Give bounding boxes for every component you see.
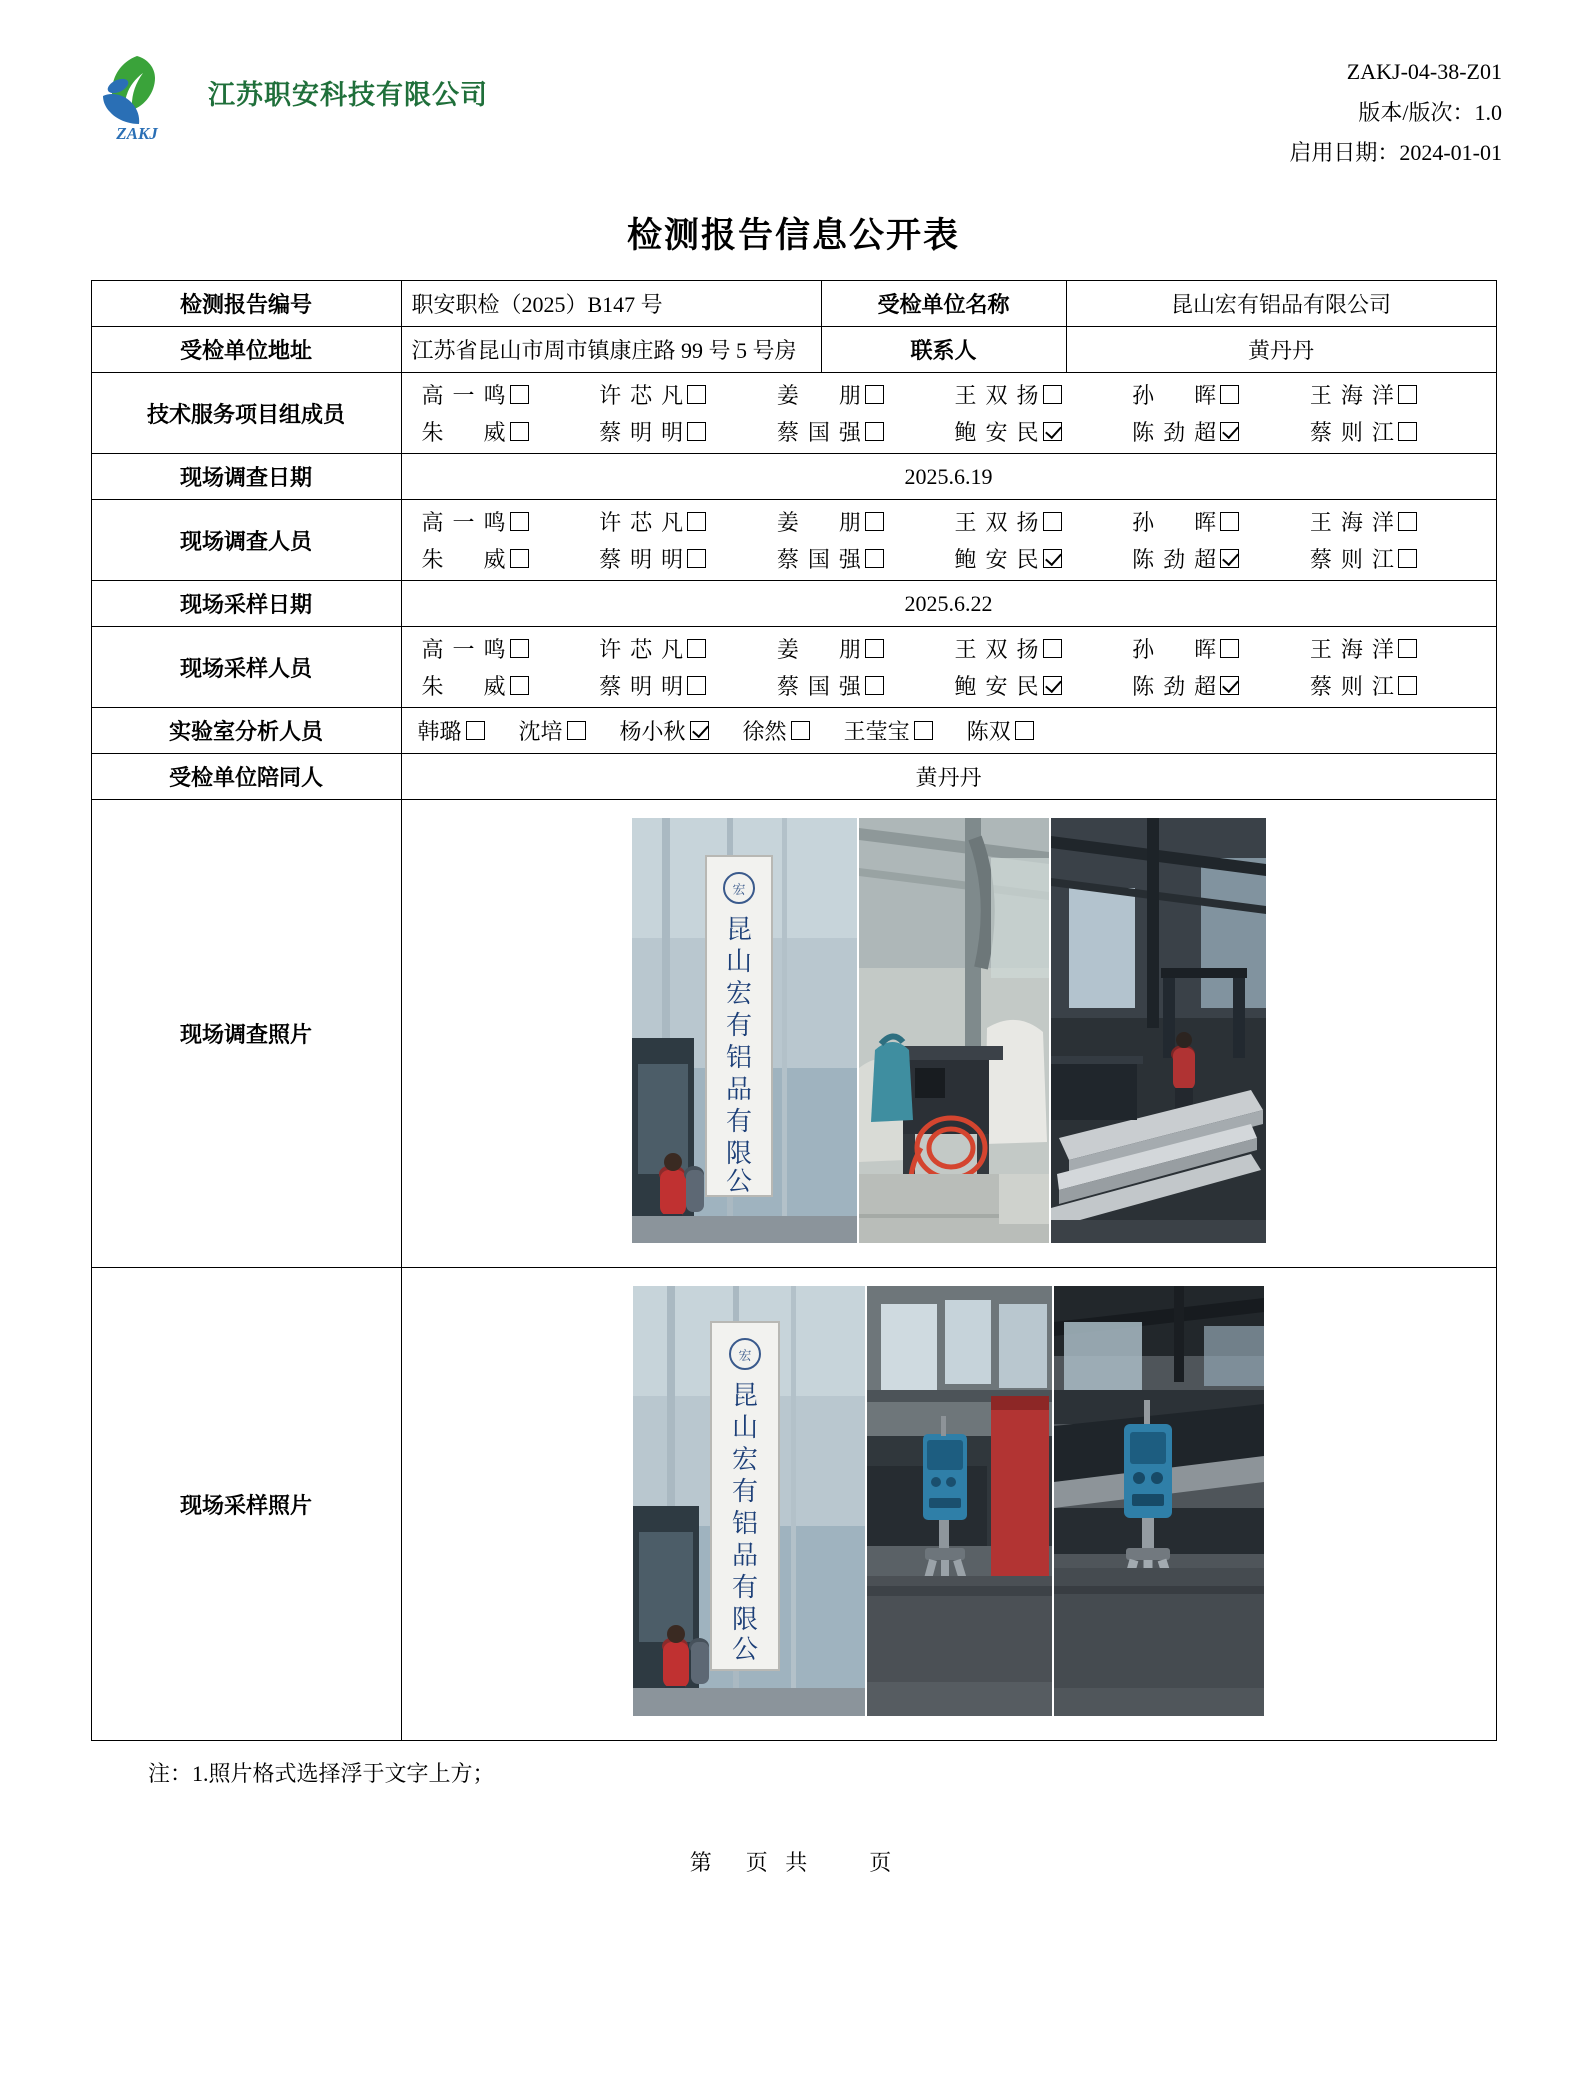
checkbox[interactable] <box>1220 639 1239 658</box>
checkbox[interactable] <box>1398 549 1417 568</box>
sampling-photo-strip <box>412 1278 1486 1730</box>
sampling-people-label: 现场采样人员 <box>91 627 401 708</box>
person-name: 蔡则江 <box>1309 420 1394 446</box>
svg-text:山: 山 <box>725 947 752 977</box>
checkbox[interactable] <box>510 512 529 531</box>
svg-text:有: 有 <box>725 1107 752 1137</box>
checkbox[interactable] <box>1043 639 1062 658</box>
person-checkbox-item[interactable] <box>418 715 485 746</box>
checkbox[interactable] <box>865 549 884 568</box>
table-row <box>91 708 1496 754</box>
person-checkbox-item[interactable] <box>1310 543 1488 574</box>
person-checkbox-item[interactable] <box>599 416 777 447</box>
person-name: 高一鸣 <box>421 510 506 536</box>
footer-note: 注：1.照片格式选择浮于文字上方； <box>148 1761 495 1787</box>
table-row <box>91 281 1496 327</box>
sampling-people-grid <box>402 631 1496 703</box>
svg-text:有: 有 <box>731 1573 759 1603</box>
person-name: 杨小秋 <box>619 719 686 745</box>
checkbox[interactable] <box>567 721 586 740</box>
person-checkbox-item[interactable] <box>1132 543 1310 574</box>
team-members-cell <box>401 373 1496 454</box>
person-name: 鲍安民 <box>954 420 1039 446</box>
person-name: 许芯凡 <box>599 637 684 663</box>
survey-photo-strip <box>412 810 1486 1257</box>
checkbox[interactable] <box>1043 512 1062 531</box>
checkbox[interactable] <box>510 549 529 568</box>
photo-factory-sign <box>632 818 857 1249</box>
client-name-label: 受检单位名称 <box>821 281 1066 327</box>
checkbox[interactable] <box>687 385 706 404</box>
lab-people-list <box>402 715 1496 746</box>
person-checkbox-item[interactable] <box>743 715 810 746</box>
person-checkbox-item[interactable] <box>1132 416 1310 447</box>
checkbox[interactable] <box>1220 549 1239 568</box>
checkbox[interactable] <box>687 676 706 695</box>
svg-text:宏: 宏 <box>731 1445 759 1475</box>
svg-text:宏: 宏 <box>725 979 752 1009</box>
person-checkbox-item[interactable] <box>955 633 1133 664</box>
person-checkbox-item[interactable] <box>599 543 777 574</box>
contact-label: 联系人 <box>821 327 1066 373</box>
person-checkbox-item[interactable] <box>1310 670 1488 701</box>
person-checkbox-item[interactable] <box>422 379 600 410</box>
person-checkbox-item[interactable] <box>1132 379 1310 410</box>
checkbox[interactable] <box>687 639 706 658</box>
photo-sampler-tripod-1 <box>867 1286 1052 1722</box>
person-checkbox-item[interactable] <box>422 543 600 574</box>
checkbox[interactable] <box>1220 512 1239 531</box>
sampling-people-cell <box>401 627 1496 708</box>
person-name: 许芯凡 <box>599 510 684 536</box>
person-name: 王双扬 <box>954 383 1039 409</box>
person-checkbox-item[interactable] <box>1132 506 1310 537</box>
checkbox[interactable] <box>865 422 884 441</box>
person-name: 陈双 <box>966 719 1011 745</box>
person-checkbox-item[interactable] <box>422 506 600 537</box>
lab-label: 实验室分析人员 <box>91 708 401 754</box>
checkbox[interactable] <box>510 385 529 404</box>
client-name-value: 昆山宏有铝品有限公司 <box>1066 281 1496 327</box>
svg-text:ZAKJ: ZAKJ <box>116 124 158 143</box>
person-name: 蔡明明 <box>599 547 684 573</box>
checkbox[interactable] <box>1043 422 1062 441</box>
checkbox[interactable] <box>1398 385 1417 404</box>
person-name: 陈劲超 <box>1132 547 1217 573</box>
checkbox[interactable] <box>1220 422 1239 441</box>
person-checkbox-item[interactable] <box>599 670 777 701</box>
report-no-label: 检测报告编号 <box>91 281 401 327</box>
person-name: 朱 威 <box>421 547 506 573</box>
checkbox[interactable] <box>1043 549 1062 568</box>
person-name: 蔡国强 <box>776 674 861 700</box>
person-checkbox-item[interactable] <box>1310 506 1488 537</box>
checkbox[interactable] <box>687 422 706 441</box>
person-checkbox-item[interactable] <box>844 715 933 746</box>
document-header <box>60 30 1527 174</box>
checkbox[interactable] <box>865 512 884 531</box>
person-name: 蔡国强 <box>776 420 861 446</box>
svg-text:公: 公 <box>725 1167 752 1197</box>
table-row <box>91 373 1496 454</box>
person-checkbox-item[interactable] <box>955 416 1133 447</box>
svg-text:铝: 铝 <box>731 1509 759 1539</box>
survey-photos-label: 现场调查照片 <box>91 800 401 1268</box>
person-name: 韩璐 <box>417 719 462 745</box>
checkbox[interactable] <box>1220 385 1239 404</box>
person-checkbox-item[interactable] <box>620 715 709 746</box>
person-name: 高一鸣 <box>421 637 506 663</box>
person-checkbox-item[interactable] <box>519 715 586 746</box>
person-name: 蔡则江 <box>1309 547 1394 573</box>
sampling-date-label: 现场采样日期 <box>91 581 401 627</box>
info-table <box>91 280 1497 1741</box>
checkbox[interactable] <box>1398 422 1417 441</box>
person-name: 姜 朋 <box>776 637 861 663</box>
checkbox[interactable] <box>1043 676 1062 695</box>
checkbox[interactable] <box>1398 512 1417 531</box>
person-name: 蔡明明 <box>599 420 684 446</box>
checkbox[interactable] <box>1398 676 1417 695</box>
checkbox[interactable] <box>510 639 529 658</box>
person-checkbox-item[interactable] <box>777 670 955 701</box>
doc-version: 版本/版次：1.0 <box>1358 99 1502 125</box>
checkbox[interactable] <box>466 721 485 740</box>
photo-workshop-equipment <box>859 818 1049 1249</box>
checkbox[interactable] <box>865 639 884 658</box>
person-checkbox-item[interactable] <box>422 633 600 664</box>
report-no-value: 职安职检（2025）B147 号 <box>401 281 821 327</box>
person-name: 姜 朋 <box>776 510 861 536</box>
person-checkbox-item[interactable] <box>599 633 777 664</box>
checkbox[interactable] <box>914 721 933 740</box>
person-name: 沈培 <box>518 719 563 745</box>
sampling-photos-cell <box>401 1268 1496 1741</box>
person-checkbox-item[interactable] <box>777 543 955 574</box>
svg-text:品: 品 <box>725 1075 752 1105</box>
checkbox[interactable] <box>510 676 529 695</box>
svg-text:有: 有 <box>725 1011 752 1041</box>
photo-workshop-aluminum <box>1051 818 1266 1249</box>
doc-code: ZAKJ-04-38-Z01 <box>1346 59 1502 84</box>
table-row <box>91 581 1496 627</box>
checkbox[interactable] <box>865 385 884 404</box>
sampling-date-value: 2025.6.22 <box>401 581 1496 627</box>
team-members-grid <box>402 377 1496 449</box>
survey-people-label: 现场调查人员 <box>91 500 401 581</box>
svg-text:宏: 宏 <box>731 882 746 898</box>
brand <box>85 40 488 145</box>
client-addr-label: 受检单位地址 <box>91 327 401 373</box>
checkbox[interactable] <box>1398 639 1417 658</box>
checkbox[interactable] <box>865 676 884 695</box>
person-name: 鲍安民 <box>954 547 1039 573</box>
table-row <box>91 800 1496 1268</box>
table-row <box>91 500 1496 581</box>
person-checkbox-item[interactable] <box>1310 633 1488 664</box>
svg-text:公: 公 <box>731 1635 759 1665</box>
person-name: 朱 威 <box>421 420 506 446</box>
person-name: 姜 朋 <box>776 383 861 409</box>
survey-date-label: 现场调查日期 <box>91 454 401 500</box>
page-title: 检测报告信息公开表 <box>626 216 960 256</box>
person-checkbox-item[interactable] <box>777 506 955 537</box>
person-name: 孙 晖 <box>1132 383 1217 409</box>
table-row <box>91 1268 1496 1741</box>
person-checkbox-item[interactable] <box>777 633 955 664</box>
doc-effective-date: 启用日期：2024-01-01 <box>1289 140 1502 166</box>
sampling-photos-label: 现场采样照片 <box>91 1268 401 1741</box>
person-checkbox-item[interactable] <box>777 379 955 410</box>
page-number: 第 页 共 页 <box>689 1850 898 1876</box>
checkbox[interactable] <box>791 721 810 740</box>
checkbox[interactable] <box>1015 721 1034 740</box>
person-checkbox-item[interactable] <box>1132 633 1310 664</box>
person-name: 许芯凡 <box>599 383 684 409</box>
checkbox[interactable] <box>690 721 709 740</box>
lab-people-cell <box>401 708 1496 754</box>
person-name: 徐然 <box>742 719 787 745</box>
company-logo-icon <box>85 40 190 145</box>
person-checkbox-item[interactable] <box>599 379 777 410</box>
person-checkbox-item[interactable] <box>1132 670 1310 701</box>
person-checkbox-item[interactable] <box>955 670 1133 701</box>
person-name: 孙 晖 <box>1132 510 1217 536</box>
person-checkbox-item[interactable] <box>955 543 1133 574</box>
person-name: 鲍安民 <box>954 674 1039 700</box>
person-checkbox-item[interactable] <box>1310 379 1488 410</box>
person-checkbox-item[interactable] <box>422 670 600 701</box>
person-name: 王海洋 <box>1309 510 1394 536</box>
svg-text:山: 山 <box>731 1413 759 1443</box>
person-name: 蔡国强 <box>776 547 861 573</box>
team-label: 技术服务项目组成员 <box>91 373 401 454</box>
company-name: 江苏职安科技有限公司 <box>208 80 488 110</box>
svg-text:铝: 铝 <box>725 1043 752 1073</box>
person-checkbox-item[interactable] <box>1310 416 1488 447</box>
svg-text:宏: 宏 <box>738 1348 752 1364</box>
person-name: 陈劲超 <box>1132 674 1217 700</box>
person-name: 王海洋 <box>1309 637 1394 663</box>
accompany-label: 受检单位陪同人 <box>91 754 401 800</box>
svg-text:有: 有 <box>731 1477 759 1507</box>
checkbox[interactable] <box>510 422 529 441</box>
photo-sampler-tripod-2 <box>1054 1286 1264 1722</box>
person-name: 蔡则江 <box>1309 674 1394 700</box>
person-name: 王双扬 <box>954 637 1039 663</box>
person-name: 高一鸣 <box>421 383 506 409</box>
contact-value: 黄丹丹 <box>1066 327 1496 373</box>
header-meta <box>1289 40 1502 174</box>
survey-date-value: 2025.6.19 <box>401 454 1496 500</box>
svg-text:昆: 昆 <box>725 915 752 945</box>
person-name: 王海洋 <box>1309 383 1394 409</box>
svg-text:限: 限 <box>731 1605 759 1635</box>
person-name: 蔡明明 <box>599 674 684 700</box>
person-name: 王双扬 <box>954 510 1039 536</box>
svg-text:品: 品 <box>731 1541 759 1571</box>
table-row <box>91 454 1496 500</box>
checkbox[interactable] <box>687 549 706 568</box>
person-checkbox-item[interactable] <box>777 416 955 447</box>
table-row <box>91 627 1496 708</box>
svg-text:限: 限 <box>725 1139 752 1169</box>
client-addr-value: 江苏省昆山市周市镇康庄路 99 号 5 号房 <box>401 327 821 373</box>
person-checkbox-item[interactable] <box>955 506 1133 537</box>
table-row <box>91 327 1496 373</box>
person-name: 朱 威 <box>421 674 506 700</box>
survey-photos-cell <box>401 800 1496 1268</box>
checkbox[interactable] <box>687 512 706 531</box>
svg-text:昆: 昆 <box>731 1381 759 1411</box>
checkbox[interactable] <box>1043 385 1062 404</box>
person-name: 王莹宝 <box>843 719 910 745</box>
person-checkbox-item[interactable] <box>955 379 1133 410</box>
person-checkbox-item[interactable] <box>967 715 1034 746</box>
table-row <box>91 754 1496 800</box>
survey-people-cell <box>401 500 1496 581</box>
person-checkbox-item[interactable] <box>599 506 777 537</box>
person-checkbox-item[interactable] <box>422 416 600 447</box>
person-name: 孙 晖 <box>1132 637 1217 663</box>
checkbox[interactable] <box>1220 676 1239 695</box>
survey-people-grid <box>402 504 1496 576</box>
photo-factory-sign-2 <box>633 1286 865 1722</box>
person-name: 陈劲超 <box>1132 420 1217 446</box>
accompany-value: 黄丹丹 <box>401 754 1496 800</box>
